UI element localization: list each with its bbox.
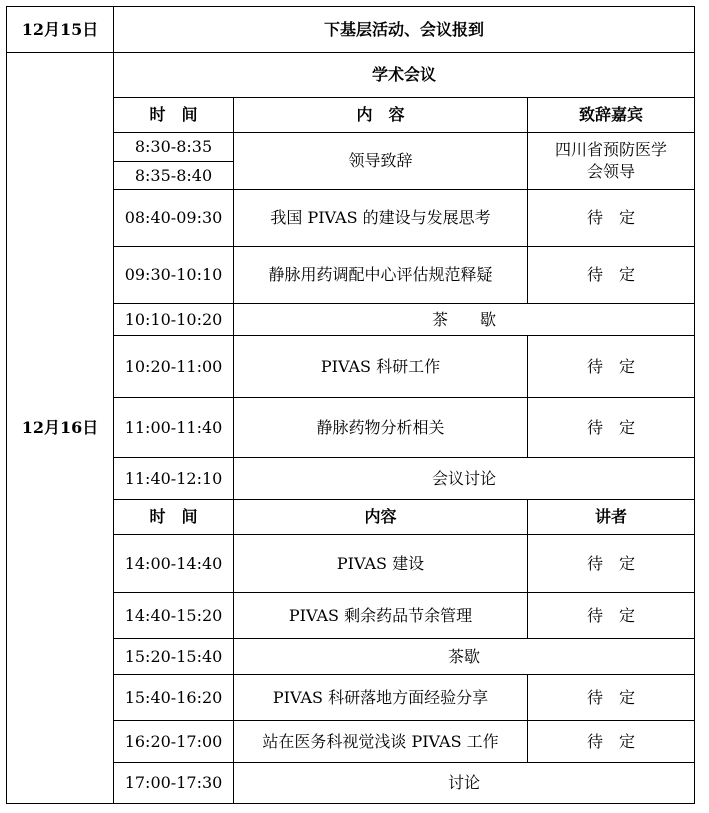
row-time: 10:20-11:00 bbox=[114, 336, 234, 398]
section-title-row bbox=[7, 53, 695, 98]
opening-time-b: 8:35-8:40 bbox=[114, 162, 234, 190]
discussion-time: 11:40-12:10 bbox=[114, 458, 234, 500]
day1-date: 12月15日 bbox=[7, 7, 114, 53]
row-time: 08:40-09:30 bbox=[114, 190, 234, 247]
row-guest: 待 定 bbox=[528, 190, 695, 247]
row-speaker: 待 定 bbox=[528, 675, 695, 721]
section-title: 学术会议 bbox=[114, 53, 695, 98]
schedule-table bbox=[6, 6, 695, 804]
row-guest: 待 定 bbox=[528, 336, 695, 398]
break-time: 10:10-10:20 bbox=[114, 304, 234, 336]
opening-guest-line1: 四川省预防医学 bbox=[555, 140, 668, 159]
day1-activity: 下基层活动、会议报到 bbox=[114, 7, 695, 53]
row-content: 站在医务科视觉浅谈 PIVAS 工作 bbox=[234, 721, 528, 763]
row-time: 16:20-17:00 bbox=[114, 721, 234, 763]
header-guest: 致辞嘉宾 bbox=[528, 98, 695, 133]
discussion-label: 讨论 bbox=[234, 763, 695, 804]
row-content: PIVAS 建设 bbox=[234, 535, 528, 593]
row-speaker: 待 定 bbox=[528, 721, 695, 763]
break-label: 茶 歇 bbox=[234, 304, 695, 336]
row-content: 静脉用药调配中心评估规范释疑 bbox=[234, 247, 528, 304]
row-guest: 待 定 bbox=[528, 247, 695, 304]
row-content: PIVAS 科研落地方面经验分享 bbox=[234, 675, 528, 721]
row-time: 15:40-16:20 bbox=[114, 675, 234, 721]
header-content: 内容 bbox=[234, 500, 528, 535]
row-speaker: 待 定 bbox=[528, 593, 695, 639]
header-content: 内 容 bbox=[234, 98, 528, 133]
row-time: 11:00-11:40 bbox=[114, 398, 234, 458]
opening-guest-line2: 会领导 bbox=[587, 162, 636, 181]
opening-guest bbox=[528, 133, 695, 190]
break-time: 15:20-15:40 bbox=[114, 639, 234, 675]
header-speaker: 讲者 bbox=[528, 500, 695, 535]
break-label: 茶歇 bbox=[234, 639, 695, 675]
day2-date: 12月16日 bbox=[7, 53, 114, 804]
row-time: 14:00-14:40 bbox=[114, 535, 234, 593]
row-content: 我国 PIVAS 的建设与发展思考 bbox=[234, 190, 528, 247]
opening-content: 领导致辞 bbox=[234, 133, 528, 190]
day1-row bbox=[7, 7, 695, 53]
row-time: 14:40-15:20 bbox=[114, 593, 234, 639]
row-content: PIVAS 科研工作 bbox=[234, 336, 528, 398]
row-content: PIVAS 剩余药品节余管理 bbox=[234, 593, 528, 639]
header-time: 时 间 bbox=[114, 500, 234, 535]
opening-time-a: 8:30-8:35 bbox=[114, 133, 234, 162]
header-time: 时 间 bbox=[114, 98, 234, 133]
discussion-label: 会议讨论 bbox=[234, 458, 695, 500]
row-guest: 待 定 bbox=[528, 398, 695, 458]
row-speaker: 待 定 bbox=[528, 535, 695, 593]
discussion-time: 17:00-17:30 bbox=[114, 763, 234, 804]
row-content: 静脉药物分析相关 bbox=[234, 398, 528, 458]
row-time: 09:30-10:10 bbox=[114, 247, 234, 304]
